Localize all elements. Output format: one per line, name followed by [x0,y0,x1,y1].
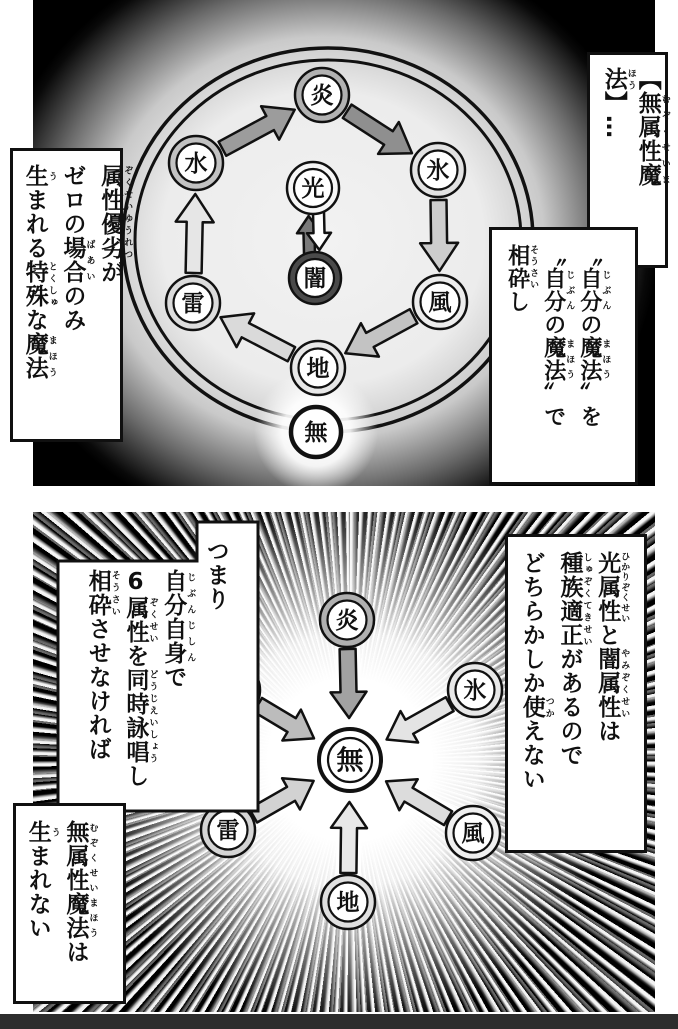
node-label-rai: 雷 [216,818,240,844]
text-segment: つまり [202,539,229,611]
bubble-special-magic-text [13,151,140,439]
text-column [540,244,574,468]
text-segment: 】… [600,91,627,139]
text-segment: 自分自身 じぶんじしん [160,569,196,665]
text-segment: 自分じぶん [576,267,611,313]
text-segment: 使 つか [518,695,554,719]
node-label-mu: 無 [304,420,328,446]
text-segment: 無属性魔法 むぞくせいまほう [62,820,98,940]
speech-bubble-method [489,227,638,485]
text-column [84,569,120,803]
speech-bubble-tsumari [200,533,252,673]
text-segment: 【 [634,67,661,91]
text-segment: は [594,719,621,743]
text-column [576,244,610,468]
text-column [97,164,133,426]
arrow-sui-en [219,106,295,156]
text-segment: 光属性 ひかりぞくせい [594,551,630,623]
text-segment: が [97,260,124,284]
node-label-mu: 無 [336,745,364,777]
node-label-hikari: 光 [301,176,325,202]
text-column [122,569,158,803]
text-segment: し [504,290,530,313]
text-segment: 種族適正 しゅぞくてきせい [556,551,592,647]
text-segment: まれる [21,188,48,260]
bubble-requirement-text [82,567,197,805]
text-column [62,820,98,987]
arrow-hyo-fu [420,200,458,271]
speech-bubble-special-magic [10,148,133,442]
text-segment: 場合 ばあい [59,236,95,284]
arrow-en-hyo [343,105,412,154]
text-segment: 属性優劣 ぞくせいゆうれつ [97,164,133,260]
text-segment: 闇属性 やみぞくせい [594,647,630,719]
text-segment: し [122,764,149,788]
node-label-hyo: 氷 [426,158,450,184]
speech-bubble-conclusion [13,803,126,1004]
node-label-chi: 地 [336,890,360,916]
text-column [518,551,554,836]
text-segment: 無属性魔法むぞくせいまほう [600,67,670,187]
text-segment: 相砕そうさい [504,244,539,290]
node-label-fu: 風 [461,821,485,847]
text-segment: 自分じぶん [540,267,575,313]
text-segment: 相砕 そうさい [84,569,120,617]
text-segment: の [540,313,566,336]
text-segment: があるので [556,647,583,767]
bubble-method-text [492,230,622,482]
text-segment: 魔法まほう [540,336,575,382]
text-column [24,820,60,987]
node-label-en: 炎 [335,608,359,634]
node-label-hyo: 氷 [463,678,487,704]
text-segment: 属性 ぞくせい [122,596,158,644]
node-label-yami: 闇 [303,266,327,292]
text-segment: の [576,313,602,336]
text-column [504,244,538,468]
text-segment: 生 う [21,164,57,188]
node-label-chi: 地 [306,356,330,382]
text-segment: は [62,940,89,964]
bubble-conclusion-text [16,806,106,1001]
text-column [556,551,592,836]
text-segment: ゼロの [59,164,86,236]
speech-bubble-requirement [82,567,195,805]
text-segment: と [594,623,621,647]
text-segment: 生 う [24,820,60,844]
text-segment: な [21,308,48,332]
node-label-fu: 風 [428,290,452,316]
text-segment: 〝 [540,244,566,267]
speech-bubble-restriction [505,534,647,853]
node-label-sui: 水 [184,151,208,177]
text-segment: を [122,644,149,668]
bubble-tsumari-text [200,533,240,673]
text-segment: 魔法まほう [576,336,611,382]
text-segment: 魔法 まほう [21,332,57,380]
node-label-en: 炎 [310,83,334,109]
bubble-restriction-text [508,537,639,850]
text-segment: えない [518,719,545,791]
text-segment: 〝 [576,244,602,267]
arrow-chi-rai [221,313,296,361]
text-column [160,569,196,803]
page-bottom-bar [0,1014,678,1029]
text-segment: 6 [122,569,149,596]
text-column [21,164,57,426]
text-segment: のみ [59,284,86,332]
text-segment: まれない [24,844,51,940]
text-segment: 〟で [540,382,566,428]
text-segment: 特殊 とくしゅ [21,260,57,308]
text-column [594,551,630,836]
text-column [202,539,228,673]
text-segment: で [160,665,187,689]
node-label-rai: 雷 [181,291,205,317]
arrow-fu-chi [345,309,417,356]
arrow-rai-sui [176,194,214,273]
text-segment: 同時詠唱 どうじえいしょう [122,668,158,764]
text-segment: どちらかしか [518,551,545,695]
text-column [59,164,95,426]
text-segment: 〟を [576,382,602,428]
text-segment: させなければ [84,617,111,761]
